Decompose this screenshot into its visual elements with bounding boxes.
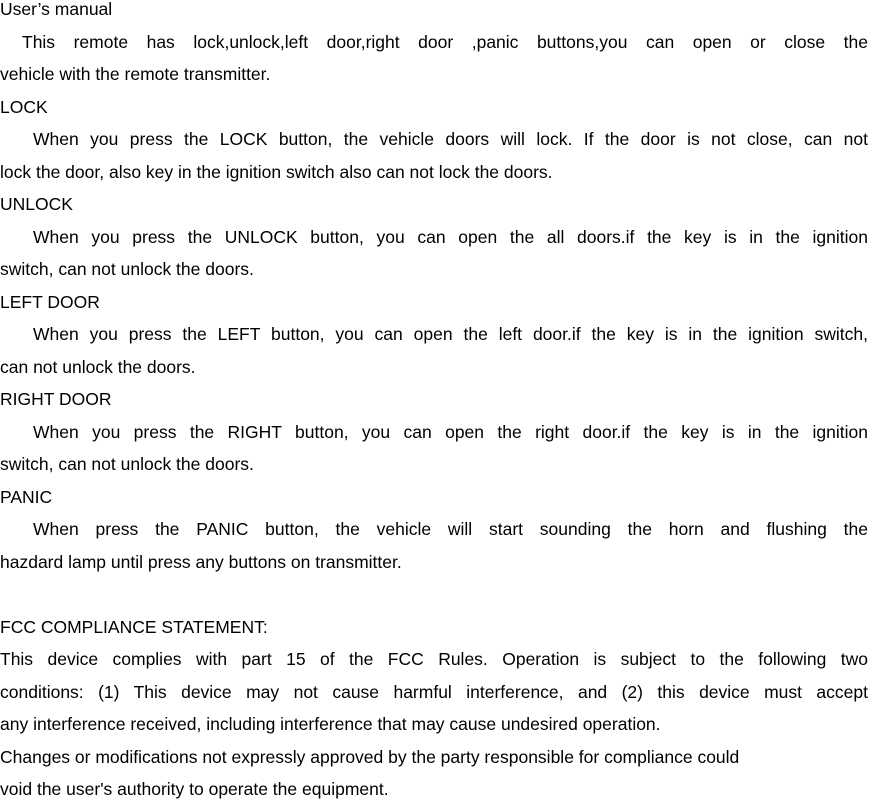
fcc-text-line-4: Changes or modifications not expressly approved by the party responsible for compliance could xyxy=(0,747,740,767)
unlock-text-line-2: switch, can not unlock the doors. xyxy=(0,259,254,279)
lock-text-line-2: lock the door, also key in the ignition switch also can not lock the doors. xyxy=(0,162,553,182)
lock-text-line-1: When you press the LOCK button, the vehicle doors will lock. If the door is not close, can not xyxy=(33,129,868,149)
right-door-text-line-1: When you press the RIGHT button, you can open the right door.if the key is in the ignition xyxy=(33,422,868,442)
panic-text-line-2: hazdard lamp until press any buttons on transmitter. xyxy=(0,552,402,572)
intro-line-2: vehicle with the remote transmitter. xyxy=(0,64,271,84)
fcc-text-line-5: void the user's authority to operate the equipment. xyxy=(0,779,389,799)
left-door-text-line-2: can not unlock the doors. xyxy=(0,357,196,377)
intro-line-1: This remote has lock,unlock,left door,right door ,panic buttons,you can open or close the xyxy=(22,32,868,52)
panic-text-line-1: When press the PANIC button, the vehicle will start sounding the horn and flushing the xyxy=(33,519,868,539)
unlock-text-line-1: When you press the UNLOCK button, you can open the all doors.if the key is in the ignition xyxy=(33,227,868,247)
fcc-text-line-3: any interference received, including interference that may cause undesired operation. xyxy=(0,714,661,734)
section-heading-right-door: RIGHT DOOR xyxy=(0,389,112,409)
fcc-text-line-2: conditions: (1) This device may not cause harmful interference, and (2) this device must accept xyxy=(0,682,868,702)
section-heading-unlock: UNLOCK xyxy=(0,194,73,214)
section-heading-lock: LOCK xyxy=(0,97,48,117)
section-heading-panic: PANIC xyxy=(0,487,53,507)
section-heading-left-door: LEFT DOOR xyxy=(0,292,100,312)
fcc-text-line-1: This device complies with part 15 of the FCC Rules. Operation is subject to the following two xyxy=(0,649,868,669)
document-title: User’s manual xyxy=(0,0,113,19)
left-door-text-line-1: When you press the LEFT button, you can open the left door.if the key is in the ignition switch, xyxy=(33,324,868,344)
right-door-text-line-2: switch, can not unlock the doors. xyxy=(0,454,254,474)
fcc-heading: FCC COMPLIANCE STATEMENT: xyxy=(0,617,268,637)
